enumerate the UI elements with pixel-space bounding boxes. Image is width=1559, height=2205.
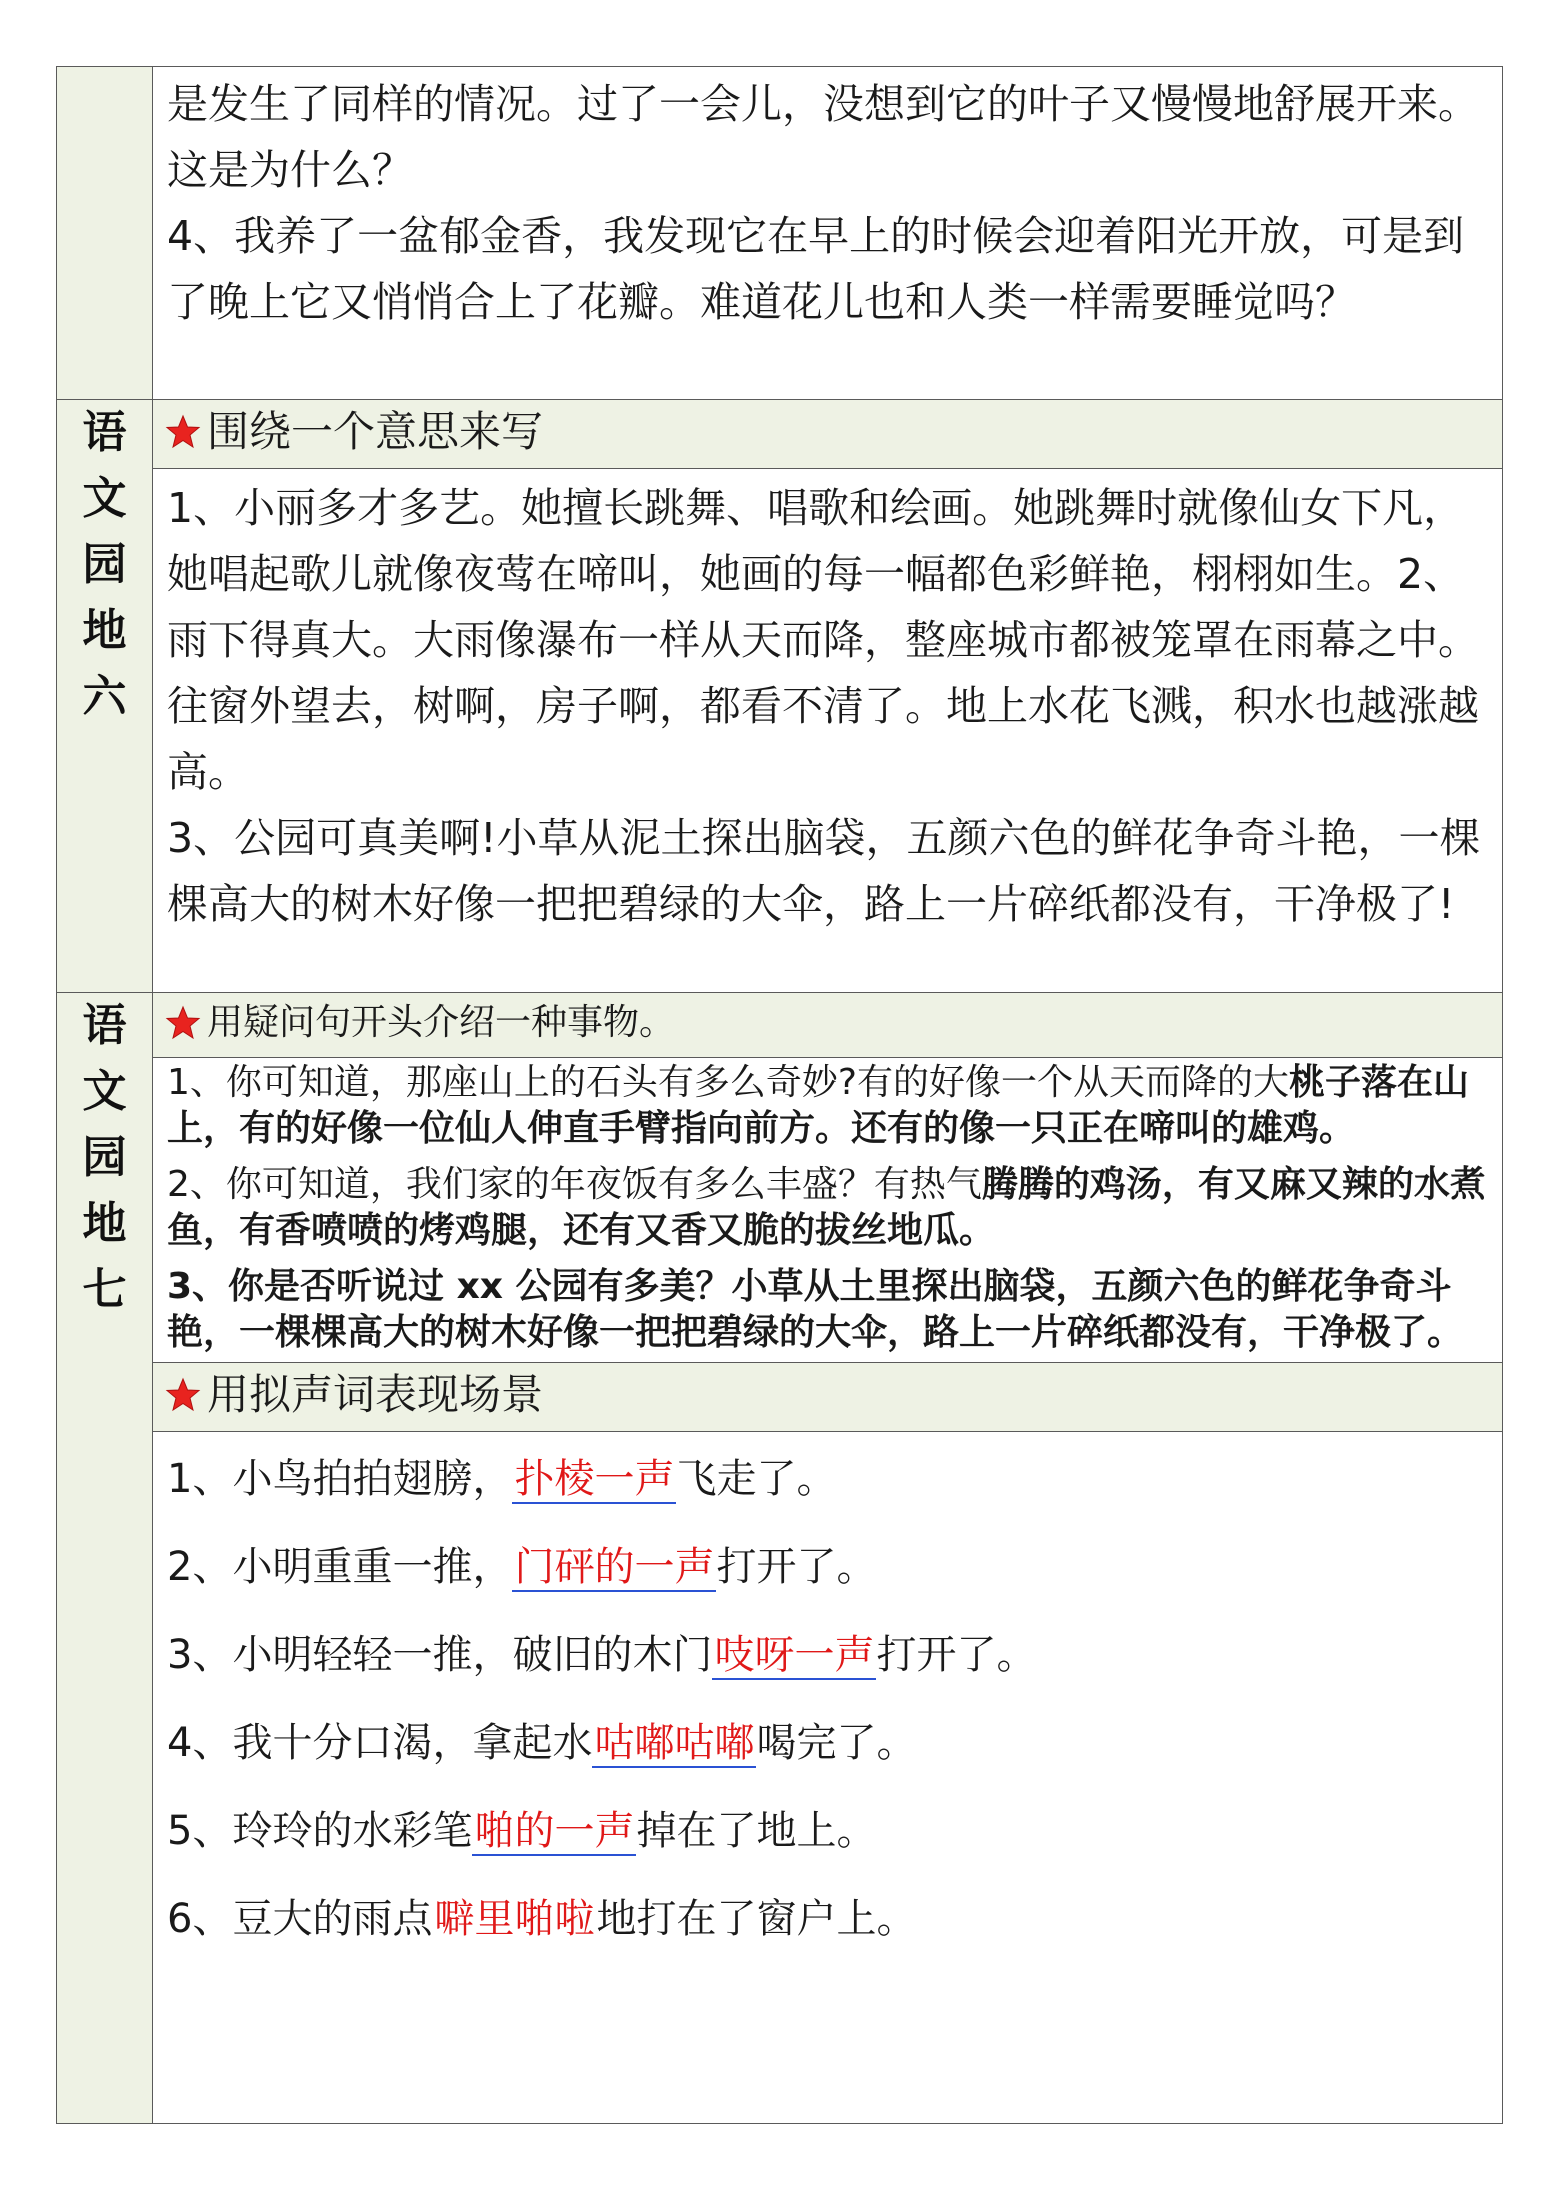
- red-star-icon: [163, 412, 203, 452]
- unit6-heading-text: 围绕一个意思来写: [207, 407, 544, 456]
- list-item: 6、豆大的雨点噼里啪啦地打在了窗户上。: [167, 1896, 917, 1942]
- unit7-questions: [153, 1058, 1502, 1362]
- list-item: 5、玲玲的水彩笔啪的一声掉在了地上。: [167, 1808, 877, 1854]
- unit6-body: [153, 469, 1502, 941]
- unit7-heading-1: [153, 993, 1502, 1058]
- unit7-content: [153, 993, 1503, 2124]
- question-item: 2、你可知道，我们家的年夜饭有多么丰盛？有热气腾腾的鸡汤，有又麻又辣的水煮鱼，有香喷喷的烤鸡腿，还有又香又脆的拔丝地瓜。: [167, 1164, 1486, 1251]
- unit6-content: [153, 400, 1503, 993]
- unit7-row: [57, 993, 1503, 2124]
- question-item: 3、你是否听说过 xx 公园有多美？小草从土里探出脑袋，五颜六色的鲜花争奇斗艳，一棵棵高大的树木好像一把把碧绿的大伞，路上一片碎纸都没有，干净极了。: [167, 1266, 1464, 1353]
- unit6-row: [57, 400, 1503, 993]
- notes-table: [56, 66, 1503, 2124]
- continuation-line-2: 4、我养了一盆郁金香，我发现它在早上的时候会迎着阳光开放，可是到了晚上它又悄悄合上了花瓣。难道花儿也和人类一样需要睡觉吗？: [167, 212, 1465, 326]
- unit7-heading-2-text: 用拟声词表现场景: [207, 1370, 544, 1419]
- continuation-line-1: 是发生了同样的情况。过了一会儿，没想到它的叶子又慢慢地舒展开来。这是为什么？: [167, 80, 1479, 194]
- unit6-title-cell: [57, 400, 153, 993]
- red-star-icon: [163, 1003, 203, 1043]
- list-item: 3、小明轻轻一推，破旧的木门吱呀一声打开了。: [167, 1632, 1037, 1678]
- empty-side-cell: [57, 67, 153, 400]
- continuation-row: [57, 67, 1503, 400]
- unit6-title: 语 文 园 地 六: [82, 407, 127, 722]
- list-item: 4、我十分口渴，拿起水咕嘟咕嘟喝完了。: [167, 1720, 917, 1766]
- red-star-icon: [163, 1375, 203, 1415]
- onomatopoeia-list: [153, 1432, 1502, 1952]
- question-item: 1、你可知道，那座山上的石头有多么奇妙?有的好像一个从天而降的大桃子落在山上，有的好像一位仙人伸直手臂指向前方。还有的像一只正在啼叫的雄鸡。: [167, 1062, 1470, 1149]
- continuation-content: [153, 67, 1503, 400]
- list-item: 1、小鸟拍拍翅膀，扑棱一声飞走了。: [167, 1456, 837, 1502]
- page: [56, 66, 1503, 2124]
- unit7-title-cell: [57, 993, 153, 2124]
- unit7-heading-1-text: 用疑问句开头介绍一种事物。: [207, 1002, 676, 1043]
- unit6-paragraph-2: 3、公园可真美啊!小草从泥土探出脑袋，五颜六色的鲜花争奇斗艳，一棵棵高大的树木好像一把把碧绿的大伞，路上一片碎纸都没有，干净极了!: [167, 814, 1481, 928]
- unit7-heading-2: [153, 1362, 1502, 1432]
- unit6-paragraph-1: 1、小丽多才多艺。她擅长跳舞、唱歌和绘画。她跳舞时就像仙女下凡，她唱起歌儿就像夜莺在啼叫，她画的每一幅都色彩鲜艳，栩栩如生。2、雨下得真大。大雨像瀑布一样从天而降，整座城市都被笼罩在雨幕之中。往窗外望去，树啊，房子啊，都看不清了。地上水花飞溅，积水也越涨越高。: [167, 484, 1479, 796]
- unit7-title: 语 文 园 地 七: [82, 1000, 127, 1315]
- unit6-heading: [153, 400, 1502, 469]
- list-item: 2、小明重重一推，门砰的一声打开了。: [167, 1544, 877, 1590]
